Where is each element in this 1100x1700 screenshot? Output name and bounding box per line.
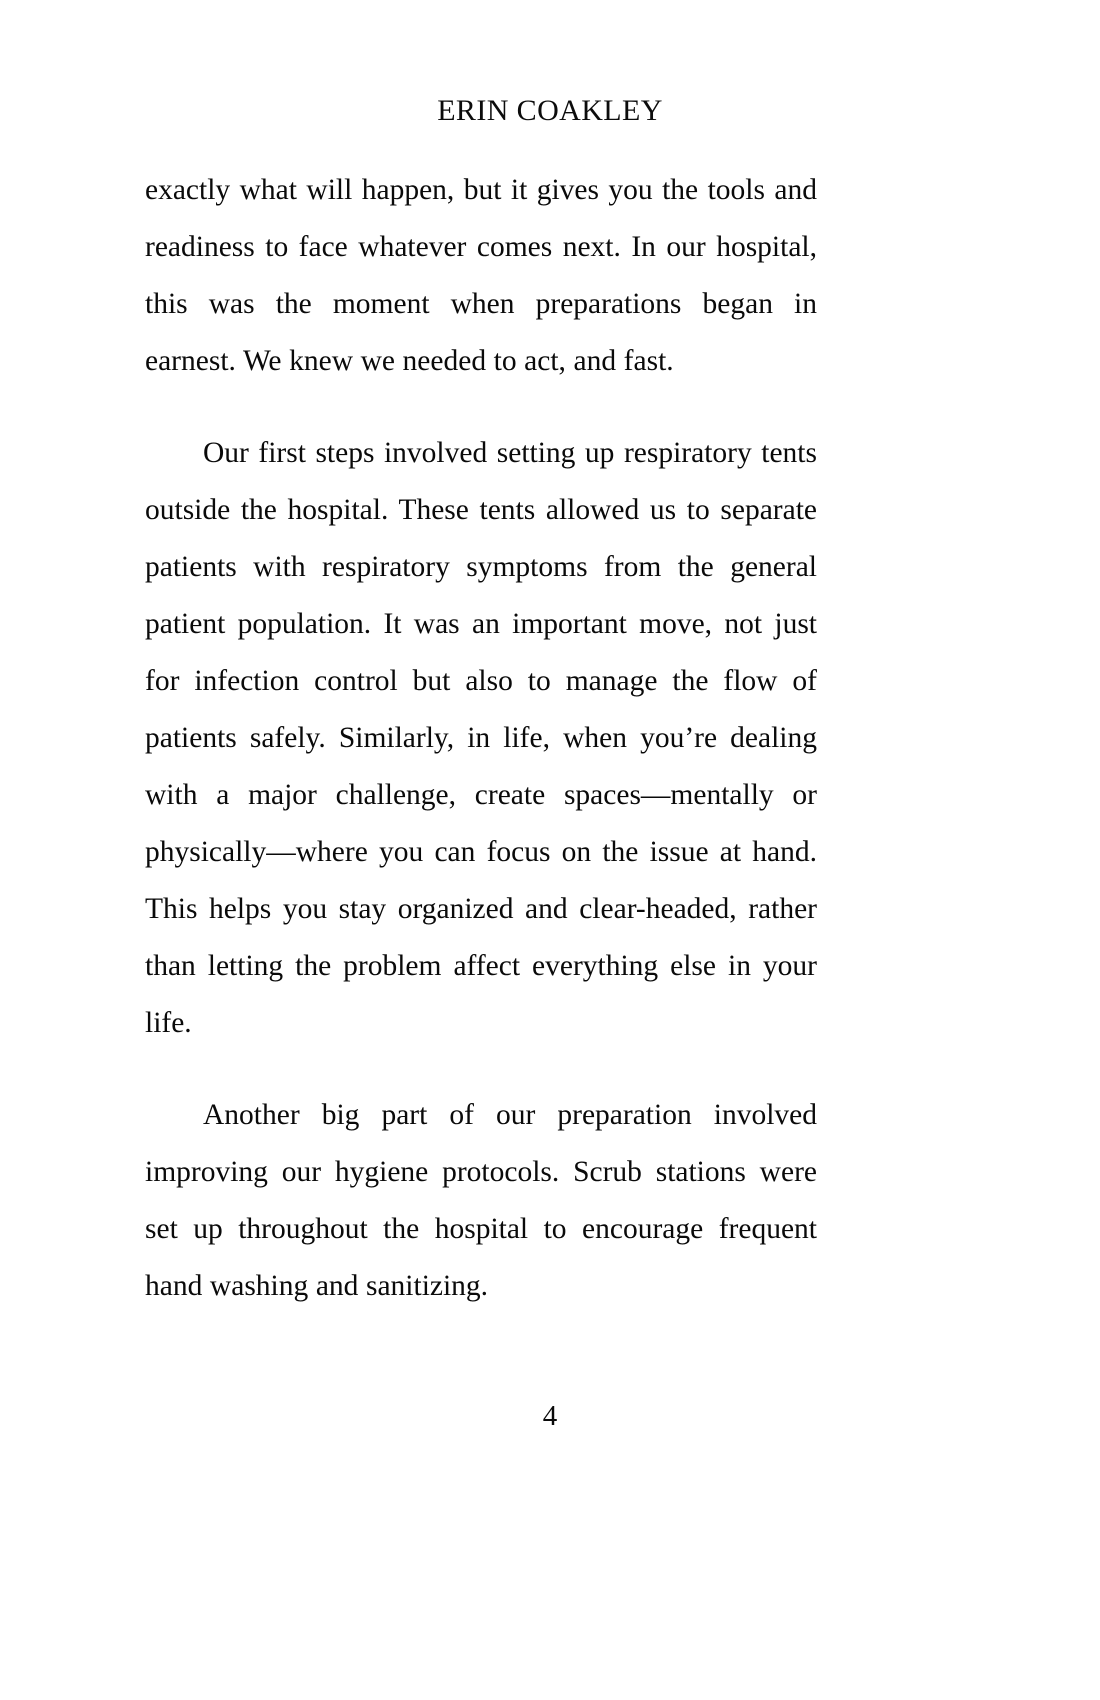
page-number: 4 (542, 1400, 558, 1432)
paragraph-3: Another big part of our preparation involved improving our hygiene protocols. Scrub stations were set up throughout the hospital to encourage frequent hand washing and sanitizing. (145, 1099, 817, 1302)
paragraph-1: exactly what will happen, but it gives you the tools and readiness to face whatever comes next. In our hospital, this was the moment when preparations began in earnest. We knew we needed to act, and fast. (145, 174, 817, 377)
body-text-column (145, 162, 817, 1315)
paragraph-2: Our first steps involved setting up respiratory tents outside the hospital. These tents allowed us to separate patients with respiratory symptoms from the general patient population. It was an important move, not just for infection control but also to manage the flow of patients safely. Similarly, in life, when you’re dealing with a major challenge, create spaces—mentally or physically—where you can focus on the issue at hand. This helps you stay organized and clear-headed, rather than letting the problem affect everything else in your life. (145, 437, 817, 1039)
running-head: ERIN COAKLEY (437, 94, 663, 127)
